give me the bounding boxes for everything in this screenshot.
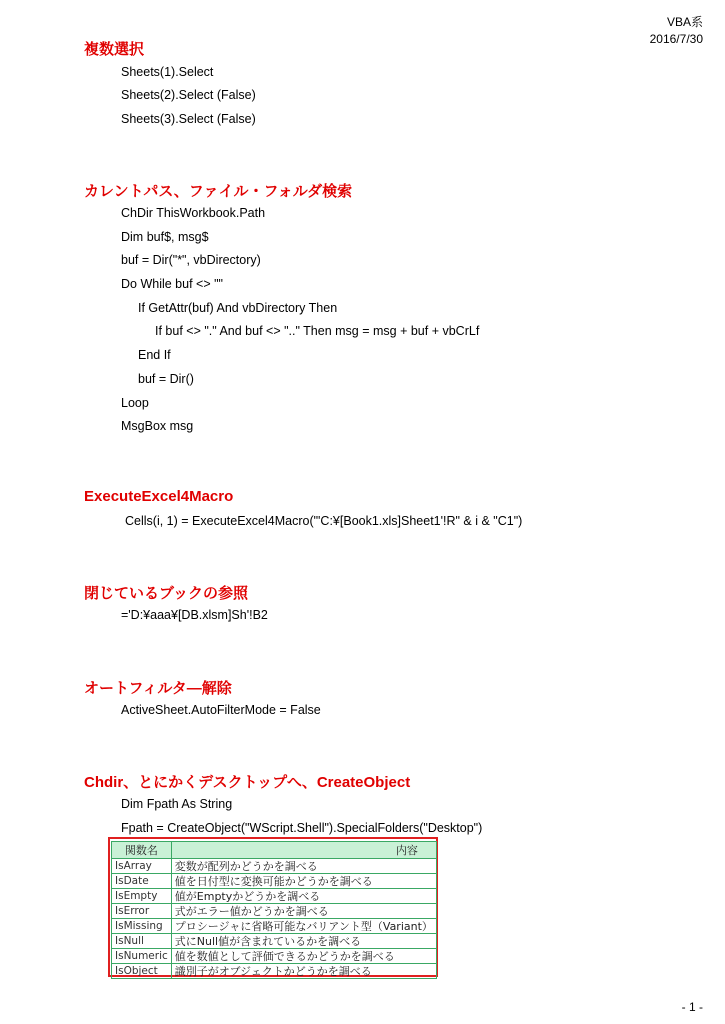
function-description: 式にNull値が含まれているかを調べる xyxy=(171,934,436,949)
code-line: ChDir ThisWorkbook.Path xyxy=(121,206,266,220)
table-row xyxy=(112,949,437,964)
function-name: IsError xyxy=(112,904,172,919)
function-name: IsEmpty xyxy=(112,889,172,904)
section-title-closed-book: 閉じているブックの参照 xyxy=(84,585,248,602)
code-line: Sheets(1).Select xyxy=(121,65,214,79)
function-table-image xyxy=(108,837,438,977)
section-title-chdir-desktop: Chdir、とにかくデスクトップへ、CreateObject xyxy=(84,774,411,791)
column-header-description: 内容 xyxy=(171,842,436,859)
function-name: IsNumeric xyxy=(112,949,172,964)
code-line: End If xyxy=(138,348,171,362)
function-name: IsObject xyxy=(112,964,172,979)
code-line: Dim buf$, msg$ xyxy=(121,230,209,244)
code-line: buf = Dir("*", vbDirectory) xyxy=(121,253,261,267)
function-name: IsDate xyxy=(112,874,172,889)
section-title-multi-select: 複数選択 xyxy=(84,41,145,58)
table-row xyxy=(112,904,437,919)
code-line: If GetAttr(buf) And vbDirectory Then xyxy=(138,301,338,315)
function-description: 値がEmptyかどうかを調べる xyxy=(171,889,436,904)
table-row xyxy=(112,964,437,979)
section-title-excel4macro: ExecuteExcel4Macro xyxy=(84,488,234,505)
header-category: VBA系 xyxy=(666,15,703,29)
function-description: 値を日付型に変換可能かどうかを調べる xyxy=(171,874,436,889)
table-row xyxy=(112,889,437,904)
code-line: Loop xyxy=(121,396,149,410)
table-row xyxy=(112,859,437,874)
section-title-current-path: カレントパス、ファイル・フォルダ検索 xyxy=(84,183,353,200)
function-name: IsArray xyxy=(112,859,172,874)
function-description: 変数が配列かどうかを調べる xyxy=(171,859,436,874)
code-line: Do While buf <> "" xyxy=(121,277,223,291)
function-table xyxy=(111,841,437,979)
function-description: 値を数値として評価できるかどうかを調べる xyxy=(171,949,436,964)
code-line: buf = Dir() xyxy=(138,372,194,386)
code-line: Fpath = CreateObject("WScript.Shell").SpecialFolders("Desktop") xyxy=(121,821,483,835)
column-header-name: 関数名 xyxy=(112,842,172,859)
table-row xyxy=(112,919,437,934)
function-name: IsNull xyxy=(112,934,172,949)
function-description: 式がエラー値かどうかを調べる xyxy=(171,904,436,919)
page-number: - 1 - xyxy=(681,1000,703,1014)
code-line: Sheets(2).Select (False) xyxy=(121,88,256,102)
function-description: プロシージャに省略可能なバリアント型（Variant） xyxy=(171,919,436,934)
code-line: Cells(i, 1) = ExecuteExcel4Macro("'C:¥[Book1.xls]Sheet1'!R" & i & "C1") xyxy=(125,514,523,528)
table-row xyxy=(112,934,437,949)
code-line: MsgBox msg xyxy=(121,419,194,433)
document-header xyxy=(650,14,703,48)
code-line: If buf <> "." And buf <> ".." Then msg = msg + buf + vbCrLf xyxy=(155,324,480,338)
code-line: ='D:¥aaa¥[DB.xlsm]Sh'!B2 xyxy=(121,608,268,622)
code-line: Dim Fpath As String xyxy=(121,797,233,811)
table-header-row xyxy=(112,842,437,859)
code-line: ActiveSheet.AutoFilterMode = False xyxy=(121,703,321,717)
section-title-autofilter: オートフィルタ―解除 xyxy=(84,680,232,697)
header-date: 2016/7/30 xyxy=(649,32,703,46)
function-name: IsMissing xyxy=(112,919,172,934)
code-line: Sheets(3).Select (False) xyxy=(121,112,256,126)
table-row xyxy=(112,874,437,889)
function-description: 識別子がオブジェクトかどうかを調べる xyxy=(171,964,436,979)
